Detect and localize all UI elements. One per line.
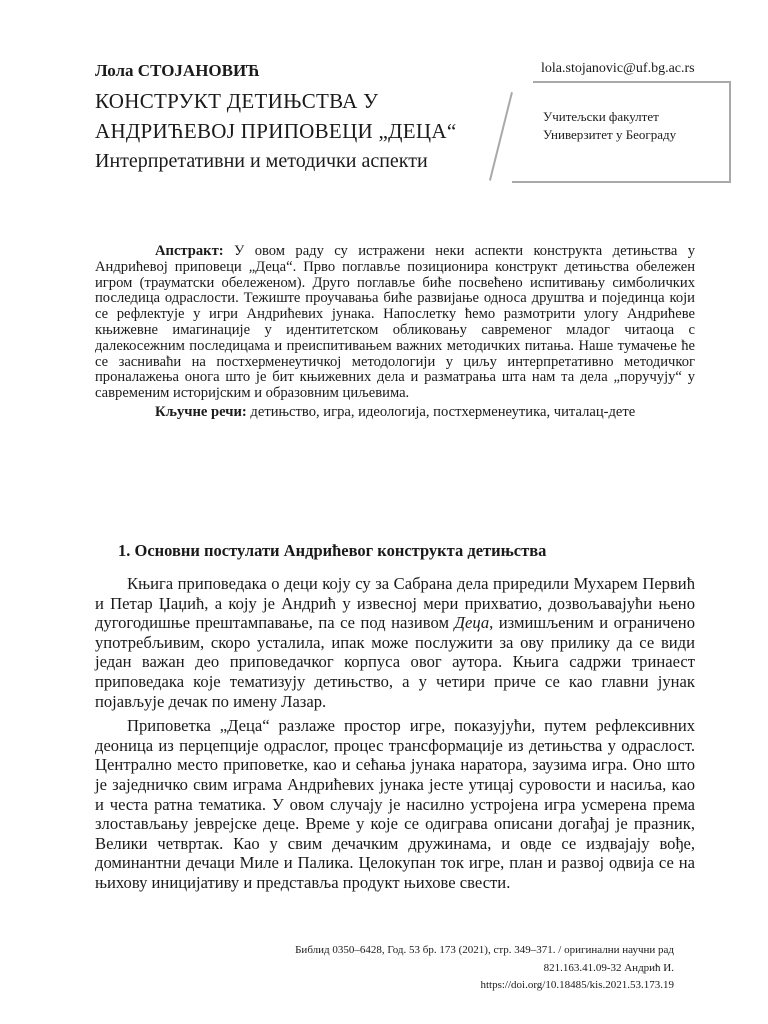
paper-title-line1: КОНСТРУКТ ДЕТИЊСТВА У [95,89,379,113]
book-title-italic: Деца [454,613,490,633]
paper-subtitle: Интерпретативни и методички аспекти [95,150,428,172]
body-paragraph-1 [95,574,695,711]
body-paragraph-1-part-b: , измишљеним и ограничено употребљивим, скоро усталила, ипак може послужити за ову прилику да се види један важан део приповедачког корпуса овог аутора. Књига садржи тринаест приповедака које тематизују детињство, а у четири приче се као главни јунак појављује дечак по имену Лазар. [95,613,695,711]
body-paragraph-2: Приповетка „Деца“ разлаже простор игре, показујући, путем рефлексивних деоница из перцепције одраслог, процес трансформације из детињства у одраслост. Централно место приповетке, као и сећања јунака наратора, заузима игра. Оно што је заједничко свим играма Андрићевих јунака јесте утицај суровости и насиља, као и честа ратна тематика. У овом случају је насилно устројена игра усмерена према злостављању јеврејске деце. Време у које се одиграва описани догађај је празник, Велики четвртак. Као у свим дечачким дружинама, и овде се издвајају вође, доминантни дечаци Миле и Палика. Целокупан ток игре, план и развој одвија се на њихову иницијативу и представља продукт њихове свести. [95,716,695,892]
paper-title-line2: АНДРИЋЕВОЈ ПРИПОВЕЦИ „ДЕЦА“ [95,119,457,143]
body-text [95,574,695,898]
frame-bottom-line [512,181,731,183]
footer-udc: 821.163.41.09-32 Андрић И. [543,962,674,974]
institution-university: Универзитет у Београду [543,127,677,142]
frame-top-line [533,81,731,83]
footer-bibliographic: Библид 0350–6428, Год. 53 бр. 173 (2021), стр. 349–371. / оригинални научни рад [295,944,674,956]
frame-right-line [729,81,731,183]
abstract-paragraph [95,244,695,402]
keywords-paragraph [95,405,695,421]
keywords-text: детињство, игра, идеологија, постхерменеутика, читалац-дете [246,403,636,420]
keywords-label: Кључне речи: [155,403,247,420]
author-name: Лола СТОЈАНОВИЋ [95,61,260,80]
institution-faculty: Учитељски факултет [543,109,659,124]
abstract-text: У овом раду су истражени неки аспекти конструкта детињства у Андрићевој приповеци „Деца“. Прво поглавље позиционира конструкт детињства обележен игром (трауматски обележеном). Друго поглавље биће посвећено испитивању симболичких последица одраслости. Тежиште проучавања биће развијање односа друштва и појединца који се рефлектује у игри Андрићевих јунака. Напослетку ћемо размотрити улогу Андрићеве књижевне имагинације у идентитетском обликовању савременог младог читаоца с далекосежним последицама и преиспитивањем важних методичких питања. Наше тумачење ће се засниваћи на постхерменеутичкој методологији у циљу интерпретативно методичког проналажења онога што је бит књижевних дела и разматрања шта нам та дела „поручују“ у савременим историјским и образовним циљевима. [95,243,695,402]
body-paragraph-1-part-a: Књига приповедака о деци коју су за Сабрана дела приредили Мухарем Первић и Петар Џаџић, а коју је Андрић у извесној мери прихватио, дозвољавајући њено дугогодишње прештампавање, па се под називом [95,574,695,633]
abstract-block [95,244,695,421]
author-email[interactable]: lola.stojanovic@uf.bg.ac.rs [541,61,695,76]
frame-divider-line [489,92,513,181]
abstract-label: Апстракт: [155,243,224,259]
footer-doi[interactable]: https://doi.org/10.18485/kis.2021.53.173.19 [480,979,674,991]
section-heading: 1. Основни постулати Андрићевог конструкта детињства [118,541,547,560]
